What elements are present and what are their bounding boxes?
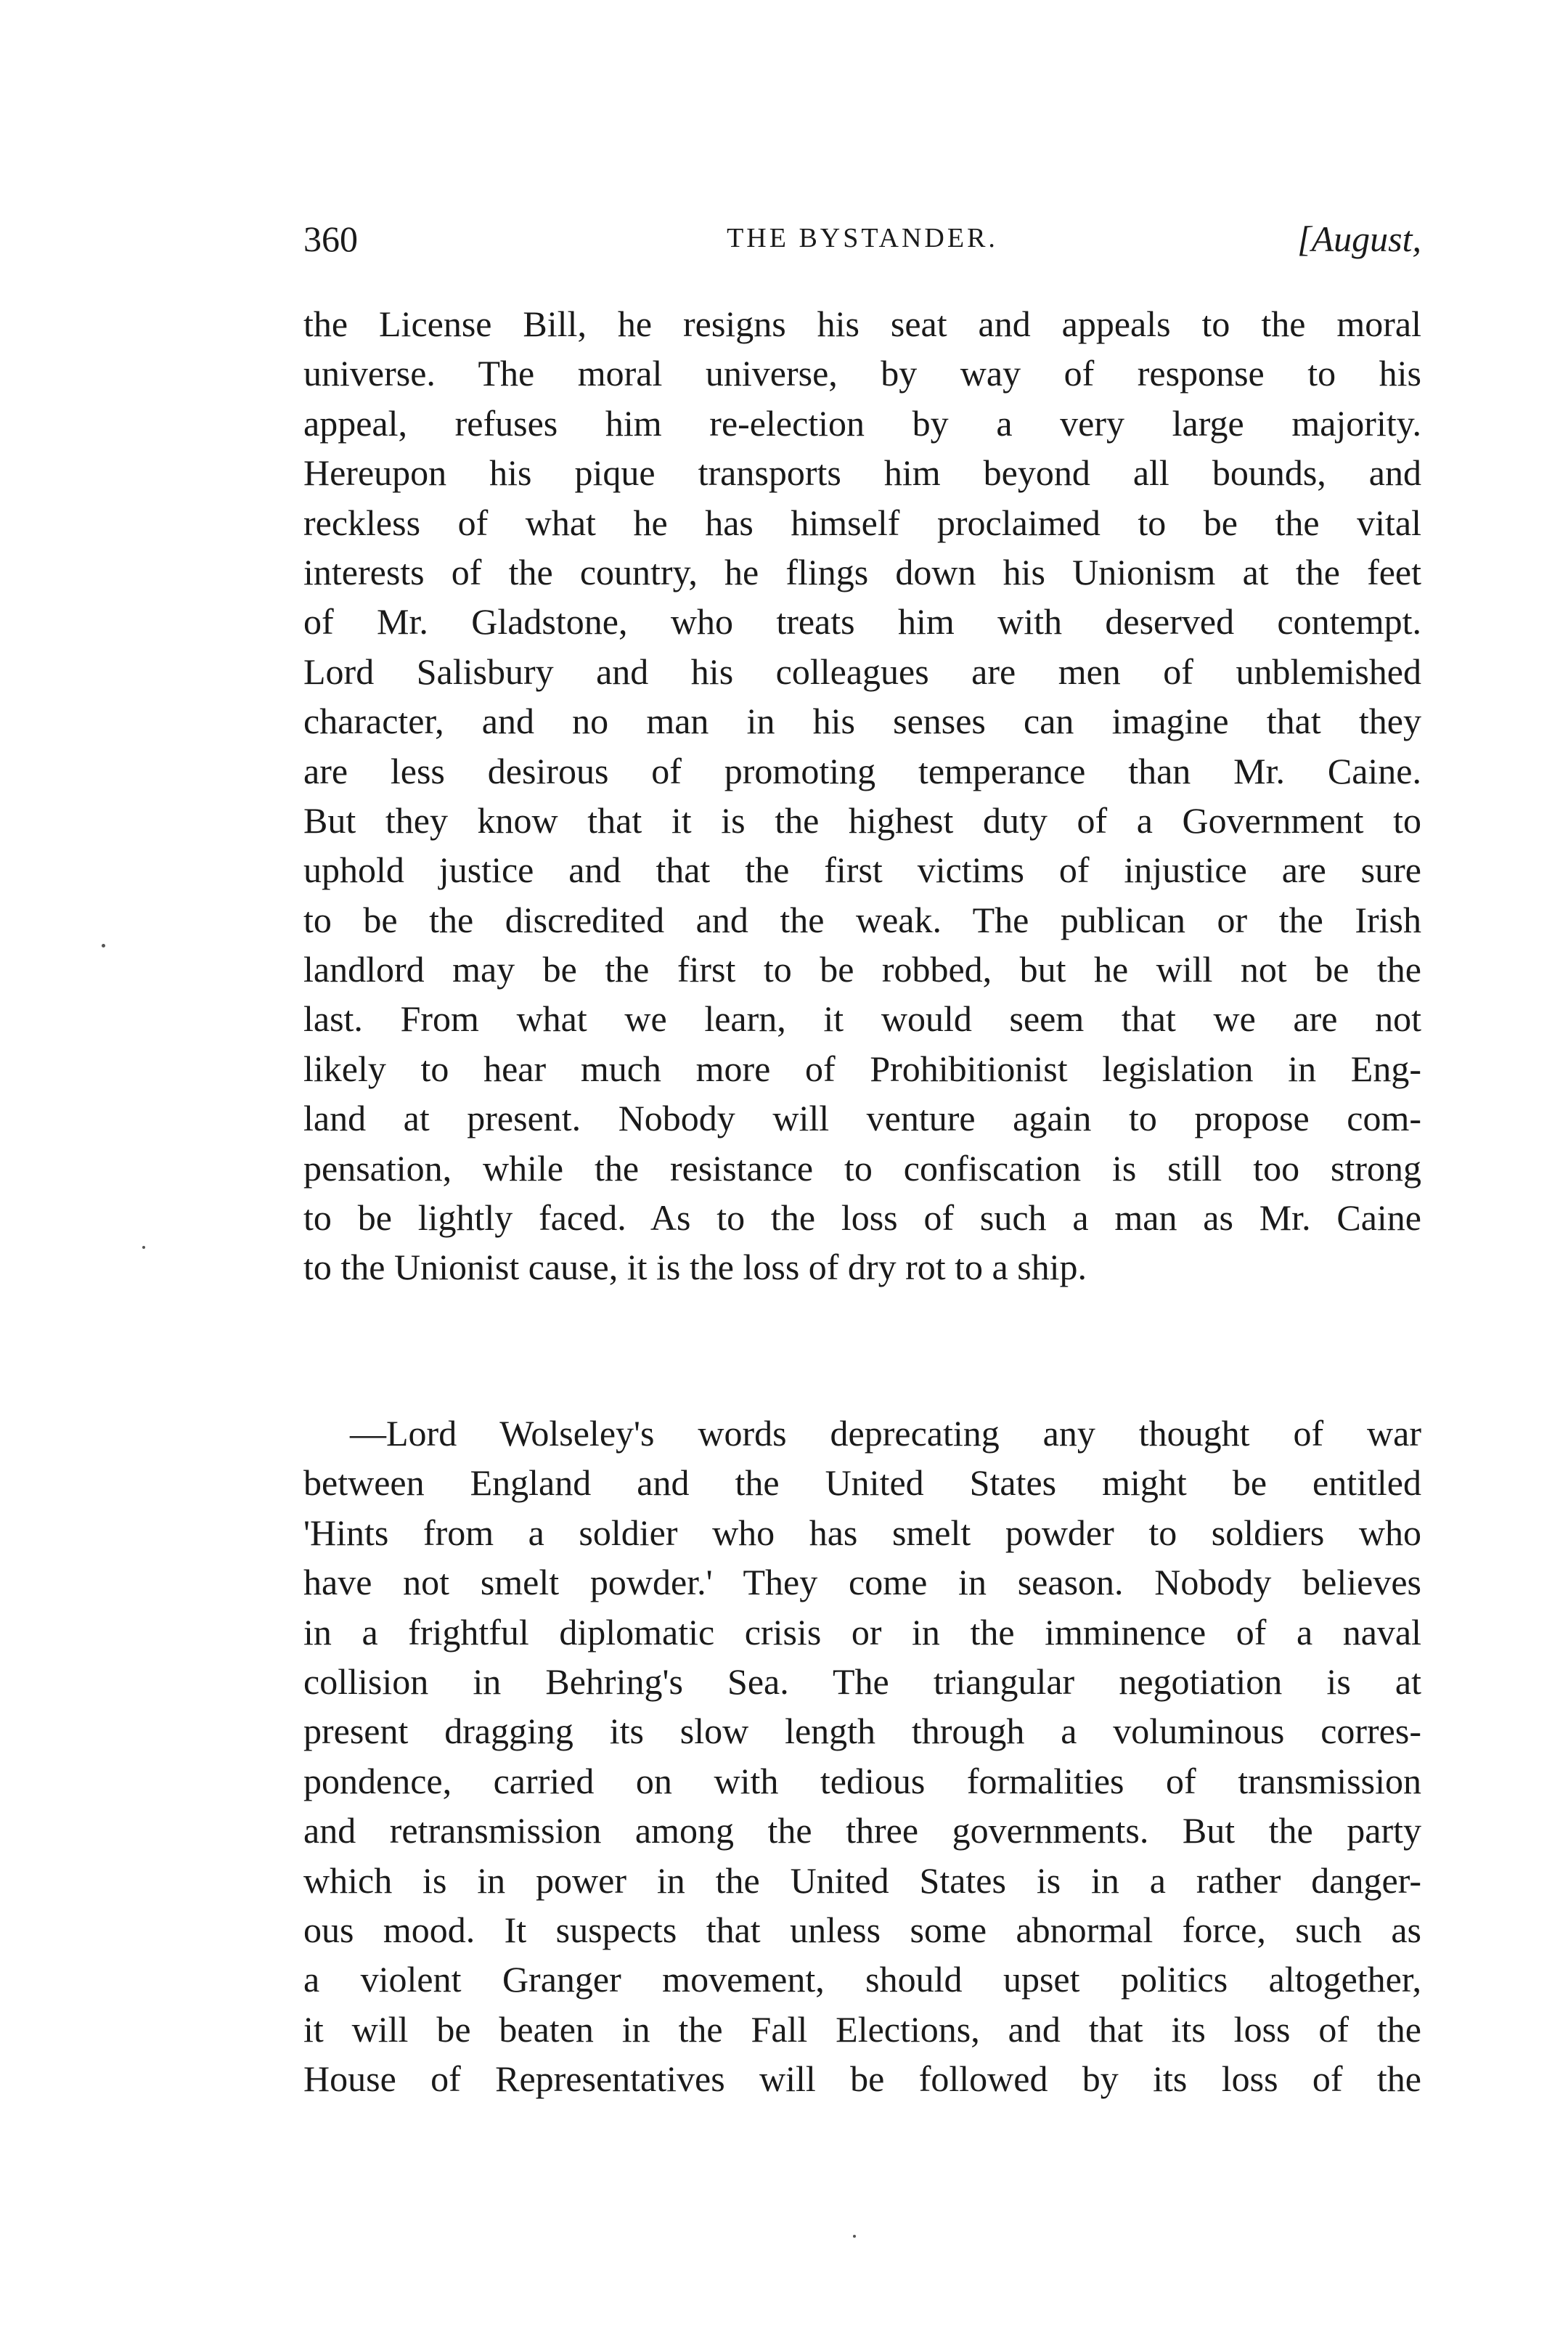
text-line: Lord Salisbury and his colleagues are men of unblemished bbox=[303, 651, 1421, 692]
text-line: to the Unionist cause, it is the loss of dry rot to a ship. bbox=[303, 1247, 1087, 1288]
text-line: have not smelt powder.' They come in season. Nobody believes bbox=[303, 1562, 1421, 1603]
text-line: House of Representatives will be followed by its loss of the bbox=[303, 2058, 1421, 2100]
text-line: 'Hints from a soldier who has smelt powder to soldiers who bbox=[303, 1512, 1421, 1553]
text-line: pondence, carried on with tedious formalities of transmission bbox=[303, 1760, 1421, 1801]
text-line: collision in Behring's Sea. The triangular negotiation is at bbox=[303, 1660, 1421, 1702]
text-line: But they know that it is the highest duty of a Government to bbox=[303, 799, 1421, 841]
page-number: 360 bbox=[303, 219, 358, 259]
margin-speck bbox=[102, 944, 105, 948]
text-line: character, and no man in his senses can imagine that they bbox=[303, 701, 1421, 742]
text-line: —Lord Wolseley's words deprecating any thought of war bbox=[350, 1413, 1421, 1454]
text-line: the License Bill, he resigns his seat and appeals to the moral bbox=[303, 303, 1421, 344]
text-line: last. From what we learn, it would seem that we are not bbox=[303, 998, 1421, 1040]
text-line: to be lightly faced. As to the loss of such a man as Mr. Caine bbox=[303, 1197, 1421, 1239]
text-line: a violent Granger movement, should upset politics altogether, bbox=[303, 1959, 1421, 2000]
text-line: of Mr. Gladstone, who treats him with deserved contempt. bbox=[303, 601, 1421, 643]
text-line: land at present. Nobody will venture again to propose com- bbox=[303, 1098, 1421, 1139]
text-line: between England and the United States might be entitled bbox=[303, 1462, 1421, 1504]
text-line: are less desirous of promoting temperance than Mr. Caine. bbox=[303, 750, 1421, 791]
margin-speck bbox=[142, 1246, 145, 1249]
journal-title: THE BYSTANDER. bbox=[727, 223, 998, 253]
running-head-month: [August, bbox=[1297, 219, 1421, 259]
text-line: and retransmission among the three governments. But the party bbox=[303, 1810, 1421, 1851]
text-line: ous mood. It suspects that unless some abnormal force, such as bbox=[303, 1909, 1421, 1950]
text-line: landlord may be the first to be robbed, but he will not be the bbox=[303, 949, 1421, 990]
paragraph-license-bill bbox=[303, 299, 1421, 1292]
text-line: in a frightful diplomatic crisis or in the imminence of a naval bbox=[303, 1611, 1421, 1653]
text-line: Hereupon his pique transports him beyond all bounds, and bbox=[303, 452, 1421, 494]
text-line: pensation, while the resistance to confiscation is still too strong bbox=[303, 1147, 1421, 1189]
text-line: which is in power in the United States is in a rather danger- bbox=[303, 1859, 1421, 1901]
text-line: appeal, refuses him re-election by a very large majority. bbox=[303, 402, 1421, 444]
text-line: uphold justice and that the first victims of injustice are sure bbox=[303, 849, 1421, 891]
text-line: universe. The moral universe, by way of response to his bbox=[303, 353, 1421, 394]
text-line: likely to hear much more of Prohibitionist legislation in Eng- bbox=[303, 1048, 1421, 1089]
margin-speck bbox=[853, 2235, 856, 2238]
text-line: it will be beaten in the Fall Elections, and that its loss of the bbox=[303, 2008, 1421, 2050]
paragraph-wolseley bbox=[303, 1409, 1421, 2103]
text-line: present dragging its slow length through a voluminous corres- bbox=[303, 1711, 1421, 1752]
text-line: reckless of what he has himself proclaimed to be the vital bbox=[303, 502, 1421, 543]
text-line: to be the discredited and the weak. The publican or the Irish bbox=[303, 899, 1421, 940]
text-line: interests of the country, he flings down his Unionism at the feet bbox=[303, 551, 1421, 592]
running-head bbox=[303, 218, 1421, 276]
